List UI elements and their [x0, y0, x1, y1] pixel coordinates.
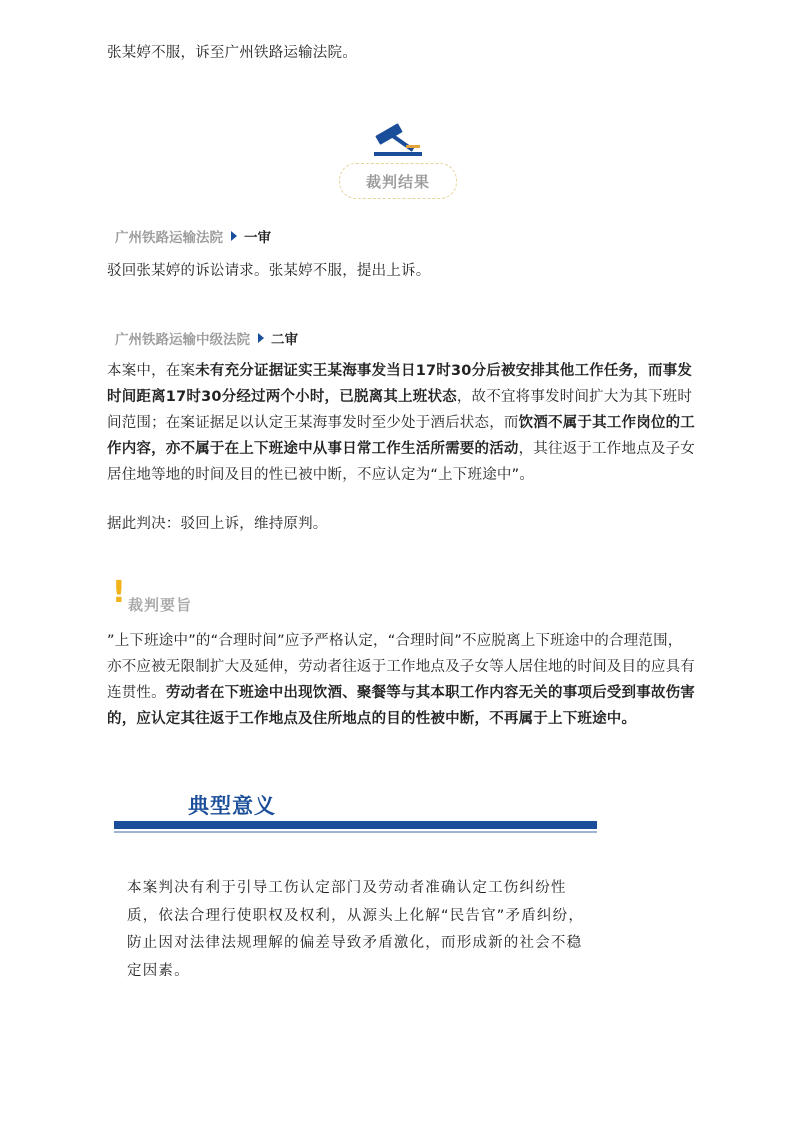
arrow-right-icon [231, 231, 237, 241]
key-points-text: ”上下班途中”的“合理时间”应予严格认定，“合理时间”不应脱离上下班途中的合理范围，亦不应被无限制扩大及延伸，劳动者往返于工作地点及子女等人居住地的时间及目的应具有连贯性。劳动者在下班途中出现饮酒、聚餐等与其本职工作内容无关的事项后受到事故伤害的，应认定其往返于工作地点及住所地点的目的性被中断，不再属于上下班途中。 [107, 633, 696, 727]
key-points-title: 裁判要旨 [128, 596, 193, 614]
second-instance-text: 本案中，在案未有充分证据证实王某海事发当日17时30分后被安排其他工作任务，而事发时间距离17时30分经过两个小时，已脱离其上班状态，故不宜将事发时间扩大为其下班时间范围；在案证据足以认定王某海事发时至少处于酒后状态，而饮酒不属于其工作岗位的工作内容，亦不属于在上下班途中从事日常工作生活所需要的活动，其往返于工作地点及子女居住地等地的时间及目的性已被中断，不应认定为“上下班途中”。 [107, 363, 696, 483]
arrow-right-icon [258, 333, 264, 343]
first-instance-court: 广州铁路运输法院 [115, 230, 223, 246]
significance-divider [114, 821, 597, 829]
second-instance-court: 广州铁路运输中级法院 [115, 332, 250, 348]
significance-divider-line [114, 831, 597, 833]
significance-title: 典型意义 [188, 794, 276, 818]
significance-text: 本案判决有利于引导工伤认定部门及劳动者准确认定工伤纠纷性质，依法合理行使职权及权利，从源头上化解“民告官”矛盾纠纷，防止因对法律法规理解的偏差导致矛盾激化，而形成新的社会不稳定因素。 [127, 880, 585, 979]
intro-line: 张某婷不服，诉至广州铁路运输法院。 [107, 45, 357, 61]
first-instance-header [115, 226, 271, 246]
verdict-section-badge: 裁判结果 [339, 163, 457, 199]
second-instance-stage: 二审 [271, 332, 298, 348]
first-instance-text: 驳回张某婷的诉讼请求。张某婷不服，提出上诉。 [107, 263, 431, 279]
judgment-line: 据此判决：驳回上诉，维持原判。 [107, 516, 328, 532]
gavel-icon [370, 119, 426, 161]
first-instance-stage: 一审 [244, 230, 271, 246]
exclamation-icon: ! [112, 575, 126, 610]
second-instance-header [115, 328, 298, 348]
